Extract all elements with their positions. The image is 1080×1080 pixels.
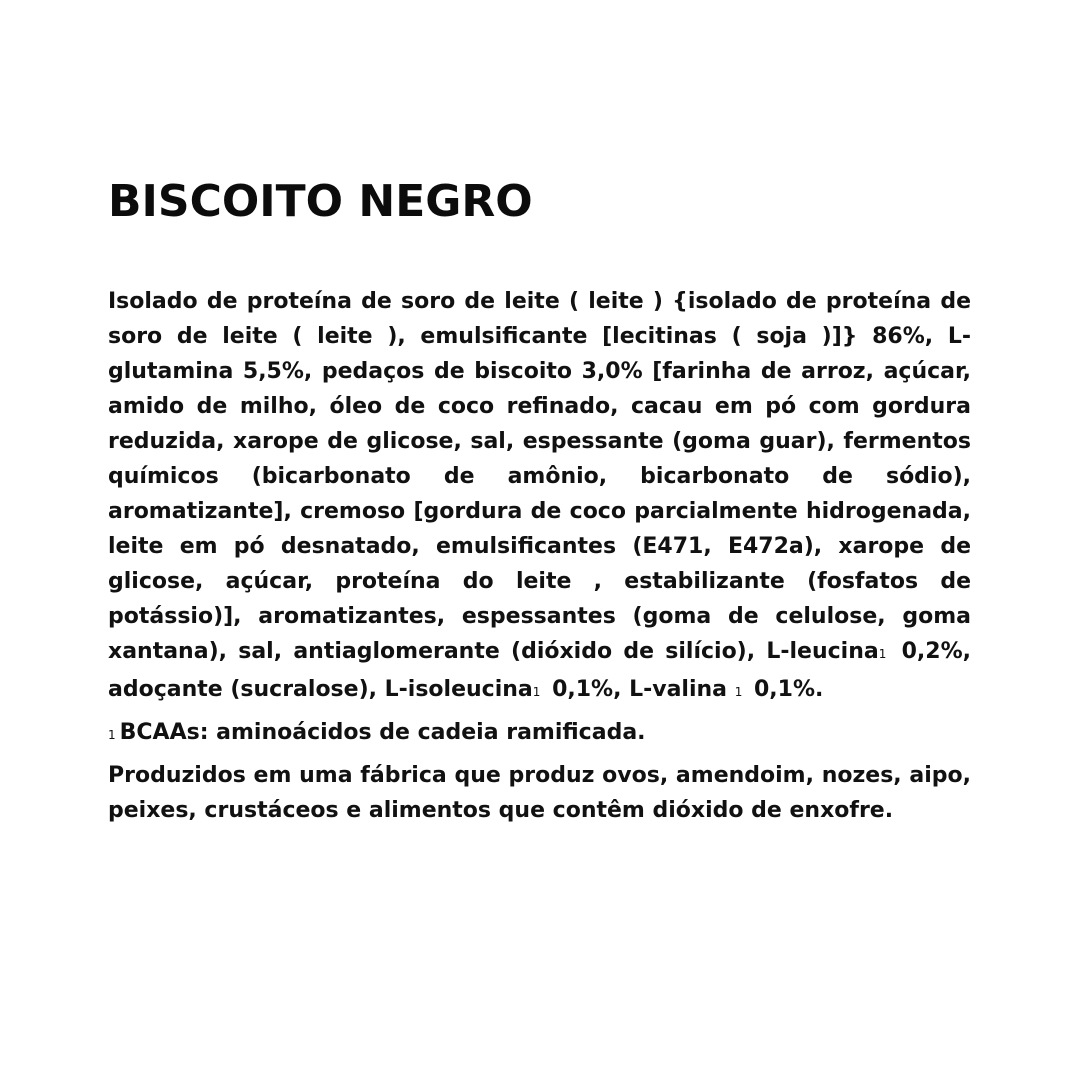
allergen-notice: Produzidos em uma fábrica que produz ovos, amendoim, nozes, aipo, peixes, crustáceos e alimentos que contêm dióxido de enxofre. — [108, 763, 971, 823]
product-title: BISCOITO NEGRO — [108, 176, 533, 227]
ingredients-text-2: 0,2%, adoçante (sucralose), L-isoleucina — [108, 639, 971, 702]
footnote — [108, 715, 971, 753]
bcaa-footnote-marker: 1 — [878, 647, 887, 661]
bcaa-footnote-marker: 1 — [734, 685, 743, 699]
ingredients-text-3: 0,1%, L-valina — [544, 677, 735, 702]
ingredients-text-4: 0,1%. — [746, 677, 824, 702]
label-panel — [108, 172, 971, 833]
bcaa-footnote-marker: 1 — [532, 685, 541, 699]
ingredients-section — [108, 284, 971, 828]
footnote-text: BCAAs: aminoácidos de cadeia ramificada. — [119, 720, 646, 745]
ingredients-paragraph — [108, 284, 971, 710]
ingredients-text-1: Isolado de proteína de soro de leite ( leite ) {isolado de proteína de soro de leite ( leite ), emulsificante [lecitinas ( soja )]} 86%, L-glutamina 5,5%, pedaços de biscoito 3,0% [farinha de arroz, açúcar, amido de milho, óleo de coco refinado, cacau em pó com gordura reduzida, xarope de glicose, sal, espessante (goma guar), fermentos químicos (bicarbonato de amônio, bicarbonato de sódio), aromatizante], cremoso [gordura de coco parcialmente hidrogenada, leite em pó desnatado, emulsificantes (E471, E472a), xarope de glicose, açúcar, proteína do leite , estabilizante (fosfatos de potássio)], aromatizantes, espessantes (goma de celulose, goma xantana), sal, antiaglomerante (dióxido de silício), L-leucina — [108, 289, 971, 664]
footnote-marker: 1 — [108, 728, 116, 742]
